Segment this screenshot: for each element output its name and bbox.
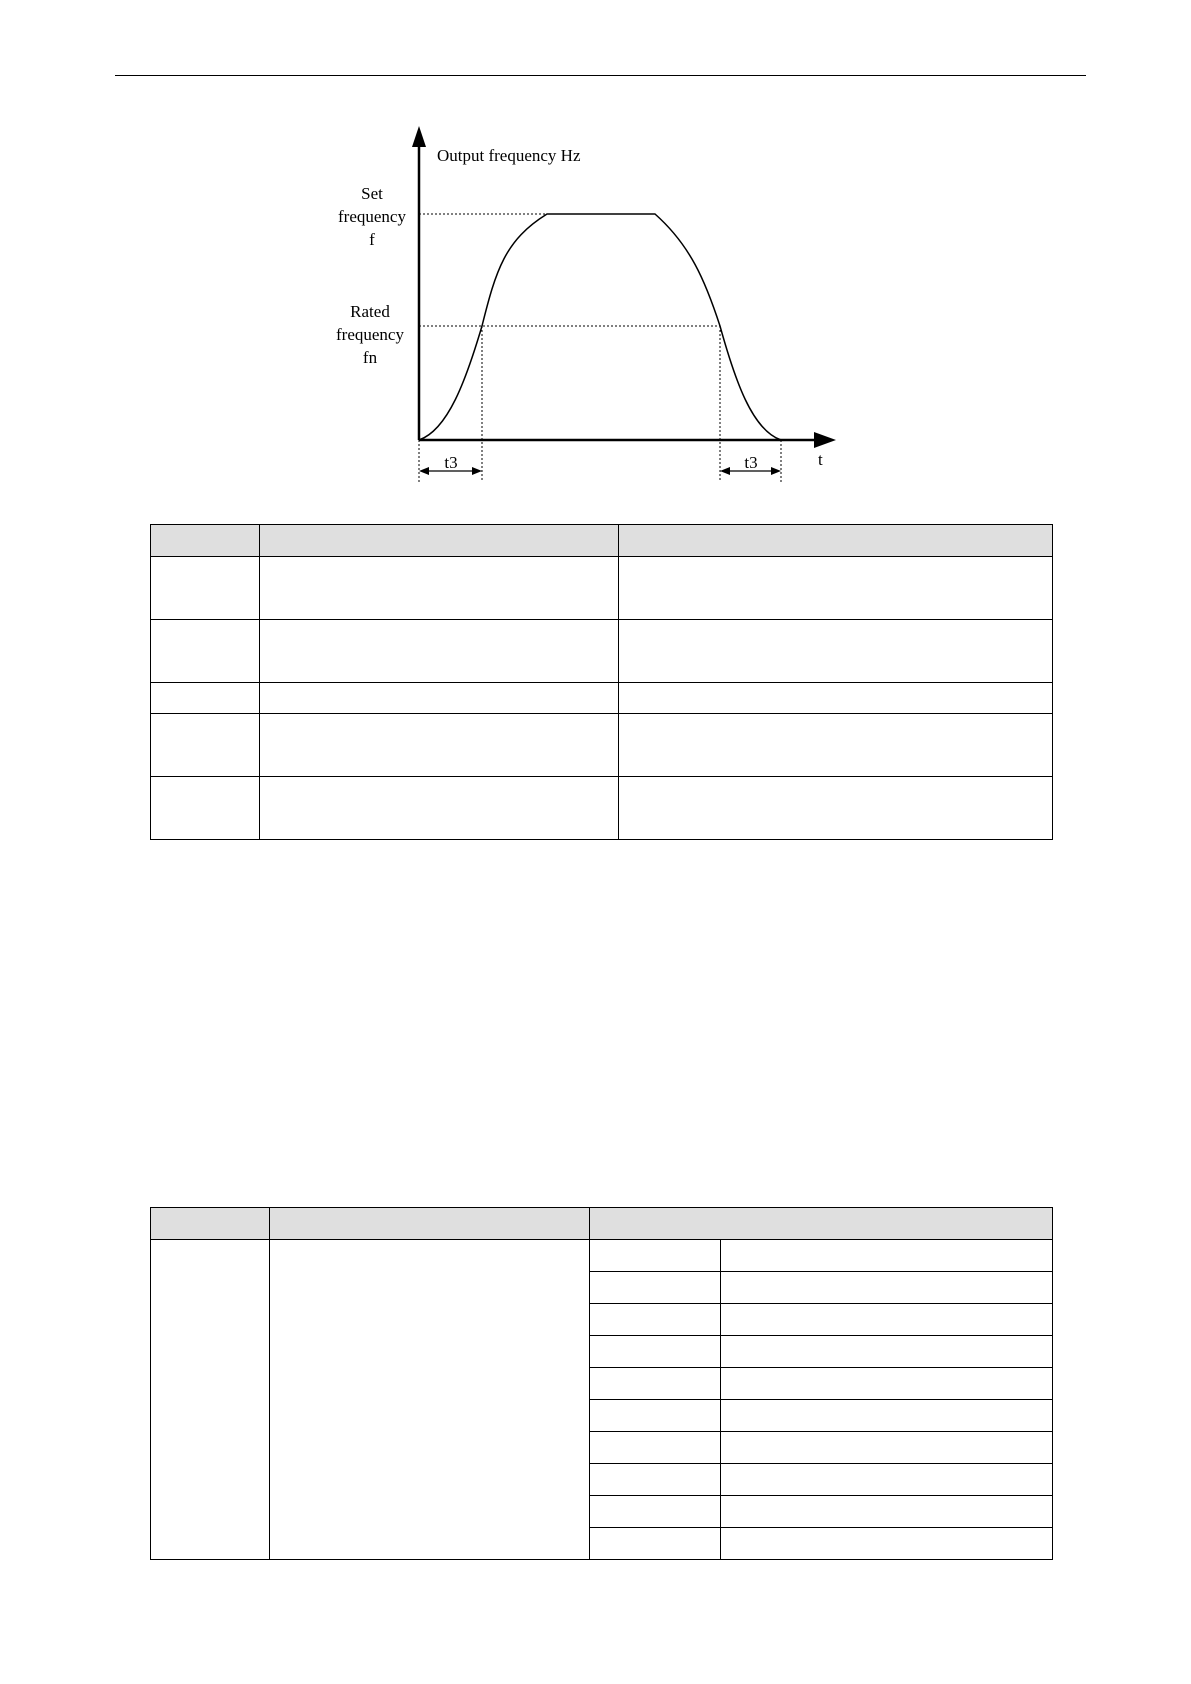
- table-cell: [619, 620, 1053, 683]
- table-cell: [590, 1464, 721, 1496]
- table-cell: [721, 1464, 1053, 1496]
- table-cell: [151, 557, 260, 620]
- merged-cell: [151, 1240, 270, 1560]
- set-frequency-label-line1: Set: [361, 184, 383, 203]
- output-frequency-curve: [419, 214, 781, 440]
- merged-cell: [270, 1240, 590, 1560]
- table-cell: [721, 1304, 1053, 1336]
- rated-frequency-label-line1: Rated: [350, 302, 390, 321]
- table-cell: [151, 683, 260, 714]
- table-cell: [590, 1496, 721, 1528]
- table-cell: [151, 714, 260, 777]
- header-cell: [151, 1208, 270, 1240]
- table-cell: [619, 557, 1053, 620]
- table-cell: [721, 1368, 1053, 1400]
- x-axis-label: t: [818, 450, 823, 469]
- table-cell: [590, 1368, 721, 1400]
- header-cell: [270, 1208, 590, 1240]
- table-cell: [590, 1336, 721, 1368]
- accel-t3-label: t3: [444, 453, 458, 472]
- rated-frequency-label-line2: frequency: [336, 325, 404, 344]
- table-cell: [151, 777, 260, 840]
- table-row: [151, 683, 1053, 714]
- table-cell: [619, 714, 1053, 777]
- y-axis-label: Output frequency Hz: [437, 146, 581, 165]
- set-frequency-label-line2: frequency: [338, 207, 406, 226]
- table-cell: [721, 1400, 1053, 1432]
- table-cell: [619, 683, 1053, 714]
- table-cell: [260, 714, 619, 777]
- y-axis-arrowhead: [412, 126, 426, 147]
- header-cell: [260, 525, 619, 557]
- table-cell: [590, 1304, 721, 1336]
- table-cell: [721, 1496, 1053, 1528]
- header-cell: [619, 525, 1053, 557]
- table-cell: [619, 777, 1053, 840]
- table-cell: [590, 1272, 721, 1304]
- table-cell: [260, 777, 619, 840]
- table-cell: [721, 1240, 1053, 1272]
- table-row: [151, 1240, 1053, 1272]
- table-cell: [721, 1272, 1053, 1304]
- frequency-curve-diagram: [0, 0, 1191, 500]
- set-frequency-label-line3: f: [369, 230, 375, 249]
- table-row: [151, 557, 1053, 620]
- table-cell: [260, 620, 619, 683]
- rated-frequency-label-line3: fn: [362, 348, 378, 367]
- header-cell: [590, 1208, 1053, 1240]
- table-cell: [721, 1432, 1053, 1464]
- table-header-row: [151, 525, 1053, 557]
- table-cell: [151, 620, 260, 683]
- table-cell: [590, 1528, 721, 1560]
- table-row: [151, 777, 1053, 840]
- table-cell: [590, 1400, 721, 1432]
- table-cell: [590, 1240, 721, 1272]
- table-row: [151, 714, 1053, 777]
- table-row: [151, 620, 1053, 683]
- table-cell: [721, 1336, 1053, 1368]
- table-cell: [260, 557, 619, 620]
- parameter-table-1: [150, 524, 1053, 840]
- table-cell: [590, 1432, 721, 1464]
- decel-t3-label: t3: [744, 453, 758, 472]
- parameter-table-2: [150, 1207, 1053, 1560]
- table-header-row: [151, 1208, 1053, 1240]
- table-cell: [721, 1528, 1053, 1560]
- header-cell: [151, 525, 260, 557]
- table-cell: [260, 683, 619, 714]
- x-axis-arrowhead: [814, 432, 836, 448]
